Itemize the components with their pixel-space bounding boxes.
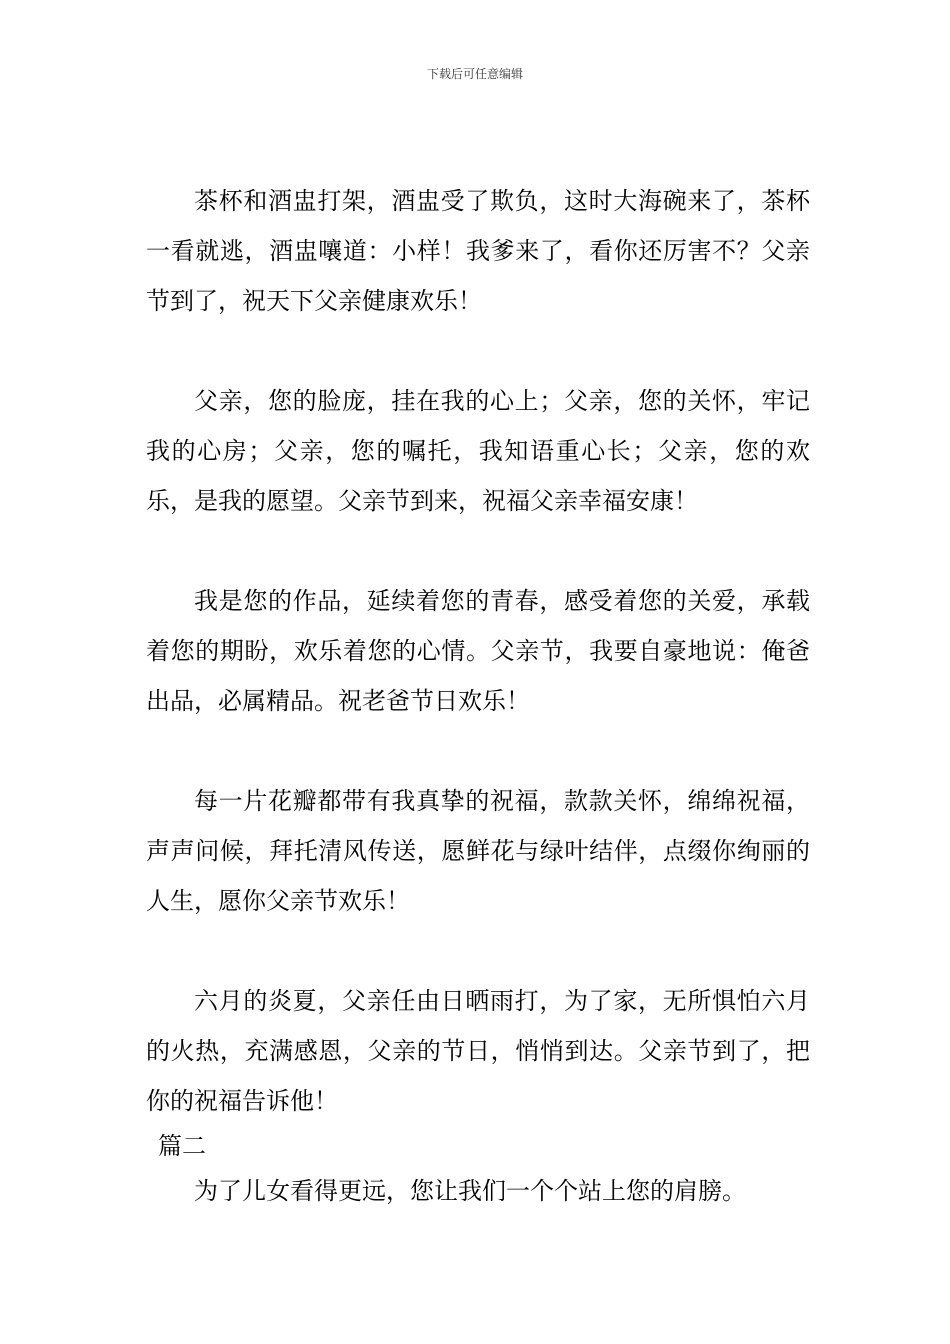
paragraph-1: 茶杯和酒盅打架，酒盅受了欺负，这时大海碗来了，茶杯一看就逃，酒盅嚷道：小样！我爹来了，看你还厉害不？父亲节到了，祝天下父亲健康欢乐！: [146, 187, 810, 315]
paragraph-gap: [146, 726, 810, 776]
document-body: [146, 176, 810, 1216]
paragraph-gap: [146, 926, 810, 976]
paragraph-5: 六月的炎夏，父亲任由日晒雨打，为了家，无所惧怕六月的火热，充满感恩，父亲的节日，悄悄到达。父亲节到了，把你的祝福告诉他！: [146, 987, 810, 1115]
paragraph-3: 我是您的作品，延续着您的青春，感受着您的关爱，承载着您的期盼，欢乐着您的心情。父亲节，我要自豪地说：俺爸出品，必属精品。祝老爸节日欢乐！: [146, 587, 810, 715]
paragraph-gap: [146, 326, 810, 376]
page-header: 下载后可任意编辑: [426, 67, 523, 81]
paragraph-gap: [146, 526, 810, 576]
section-title: 篇二: [158, 1132, 206, 1160]
paragraph-4: 每一片花瓣都带有我真挚的祝福，款款关怀，绵绵祝福，声声问候，拜托清风传送，愿鲜花与绿叶结伴，点缀你绚丽的人生，愿你父亲节欢乐！: [146, 787, 810, 915]
section-first-line: 为了儿女看得更远，您让我们一个个站上您的肩膀。: [194, 1177, 746, 1205]
paragraph-2: 父亲，您的脸庞，挂在我的心上；父亲，您的关怀，牢记我的心房；父亲，您的嘱托，我知语重心长；父亲，您的欢乐，是我的愿望。父亲节到来，祝福父亲幸福安康！: [146, 387, 810, 515]
